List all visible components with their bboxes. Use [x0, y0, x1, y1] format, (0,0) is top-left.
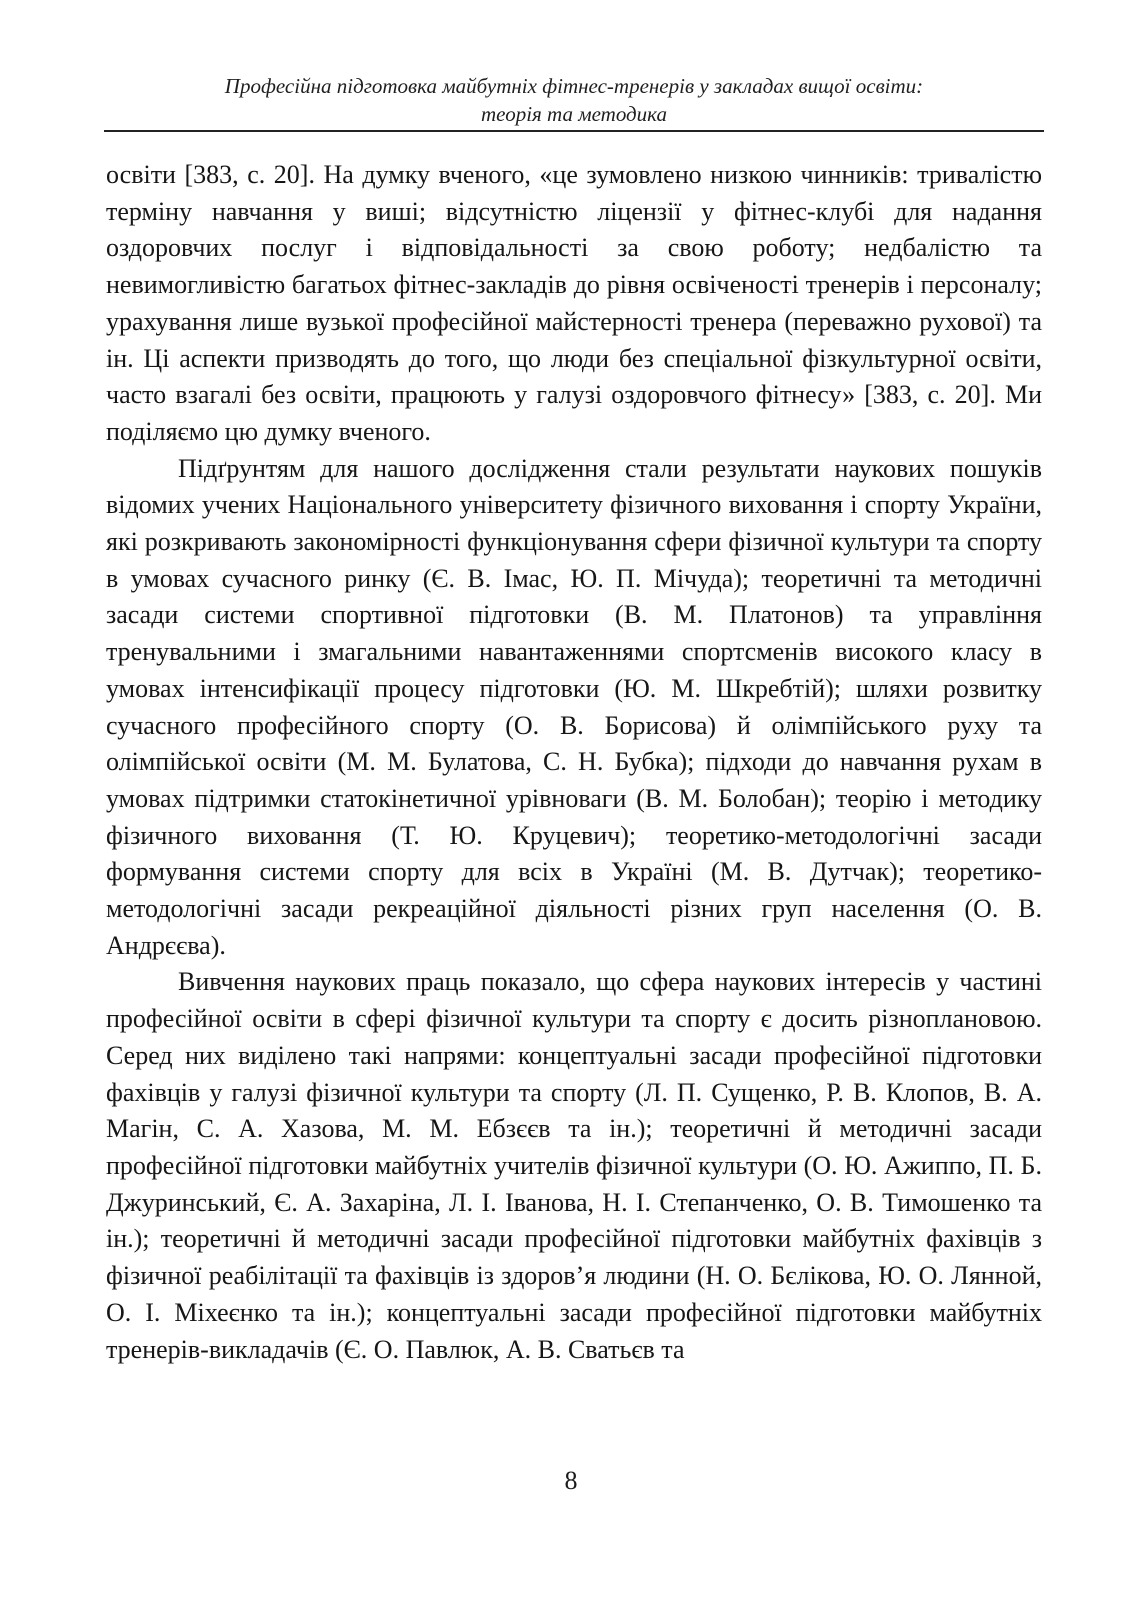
paragraph: Вивчення наукових праць показало, що сфера наукових інтересів у частині професійної освіти в сфері фізичної культури та спорту є досить різноплановою. Серед них виділено такі напрями: концептуальні засади професійної підготовки фахівців у галузі фізичної культури та спорту (Л. П. Сущенко, Р. В. Клопов, В. А. Магін, С. А. Хазова, М. М. Ебзєєв та ін.); теоретичні й методичні засади професійної підготовки майбутніх учителів фізичної культури (О. Ю. Ажиппо, П. Б. Джуринський, Є. А. Захаріна, Л. І. Іванова, Н. І. Степанченко, О. В. Тимошенко та ін.); теоретичні й методичні засади професійної підготовки майбутніх фахівців з фізичної реабілітації та фахівців із здоров’я людини (Н. О. Бєлікова, Ю. О. Лянной, О. І. Міхеєнко та ін.); концептуальні засади професійної підготовки майбутніх тренерів-викладачів (Є. О. Павлюк, А. В. Сватьєв та [106, 967, 1042, 1364]
page-number: 8 [564, 1466, 578, 1495]
paragraph-continuation: освіти [383, с. 20]. На думку вченого, «це зумовлено низкою чинників: тривалістю терміну навчання у виші; відсутністю ліцензії у фітнес-клубі для надання оздоровчих послуг і відповідальності за свою роботу; недбалістю та невимогливістю багатьох фітнес-закладів до рівня освіченості тренерів і персоналу; урахування лише вузької професійної майстерності тренера (переважно рухової) та ін. Ці аспекти призводять до того, що люди без спеціальної фізкультурної освіти, часто взагалі без освіти, працюють у галузі оздоровчого фітнесу» [383, с. 20]. Ми поділяємо цю думку вченого. [106, 160, 1042, 446]
main-text [106, 157, 1042, 1368]
running-header-line-1: Професійна підготовка майбутніх фітнес-тренерів у закладах вищої освіти: [224, 74, 924, 98]
running-header [106, 72, 1042, 128]
running-header-line-2: теорія та методика [481, 102, 667, 126]
paragraph: Підґрунтям для нашого дослідження стали результати наукових пошуків відомих учених Національного університету фізичного виховання і спорту України, які розкривають закономірності функціонування сфери фізичної культури та спорту в умовах сучасного ринку (Є. В. Імас, Ю. П. Мічуда); теоретичні та методичні засади системи спортивної підготовки (В. М. Платонов) та управління тренувальними і змагальними навантаженнями спортсменів високого класу в умовах інтенсифікації процесу підготовки (Ю. М. Шкребтій); шляхи розвитку сучасного професійного спорту (О. В. Борисова) й олімпійського руху та олімпійської освіти (М. М. Булатова, С. Н. Бубка); підходи до навчання рухам в умовах підтримки статокінетичної урівноваги (В. М. Болобан); теорію і методику фізичного виховання (Т. Ю. Круцевич); теоретико-методологічні засади формування системи спорту для всіх в Україні (М. В. Дутчак); теоретико-методологічні засади рекреаційної діяльності різних груп населення (О. В. Андрєєва). [106, 453, 1042, 960]
header-divider [104, 130, 1044, 132]
